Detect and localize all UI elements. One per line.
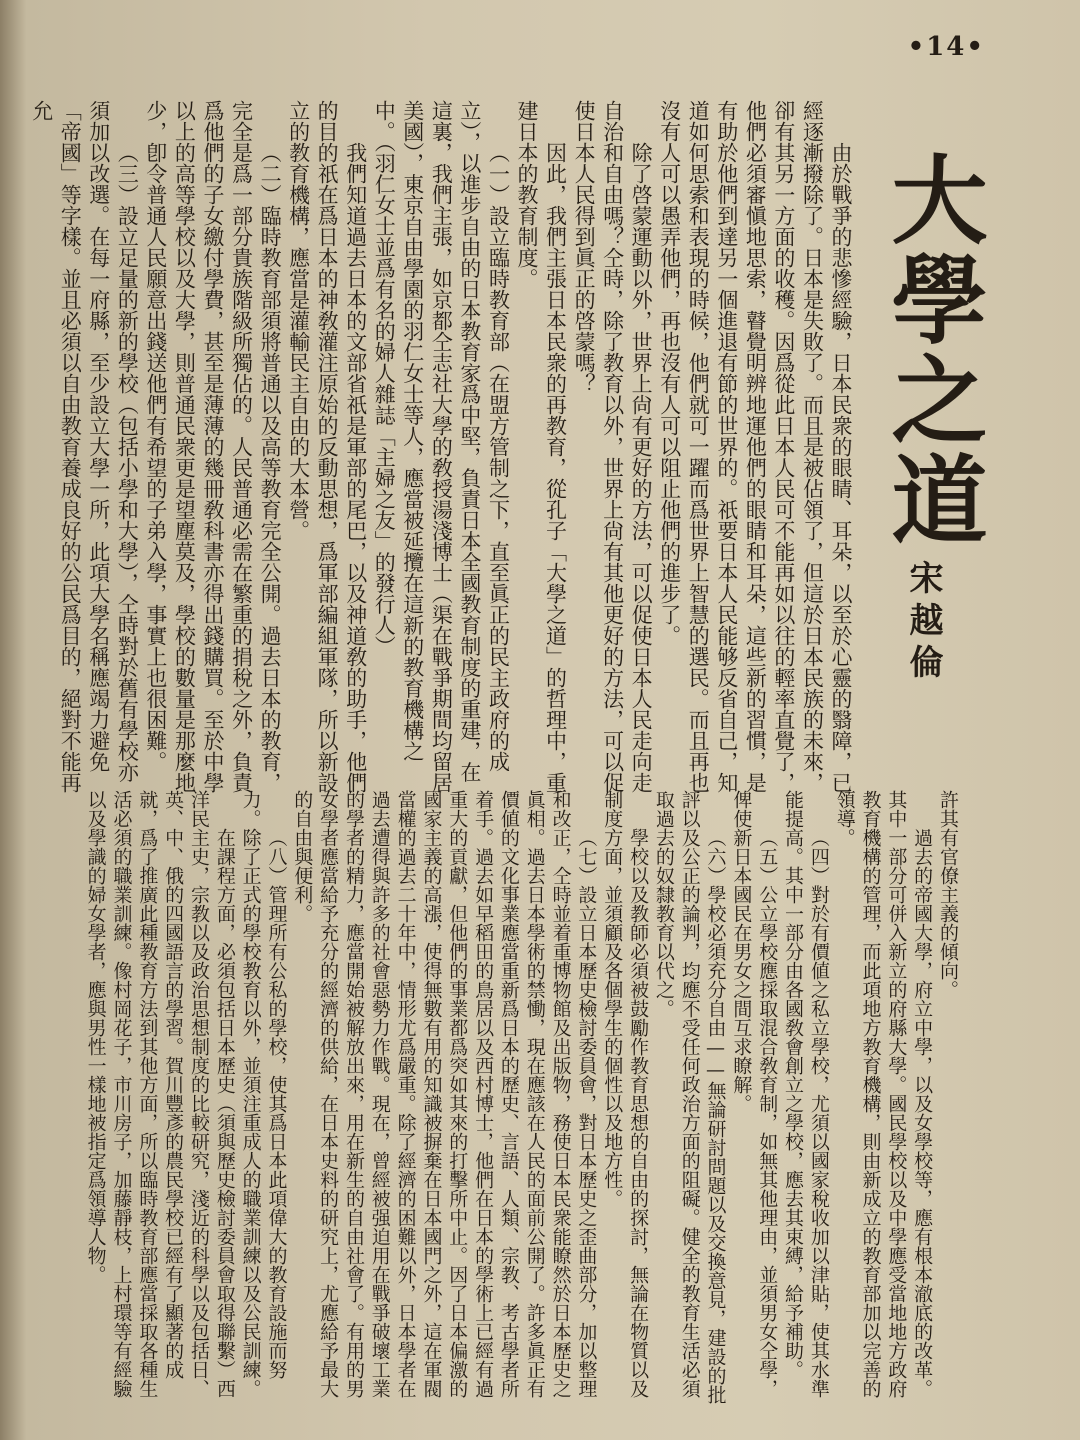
paragraph: （七）設立日本歷史檢討委員會，對日本歷史之歪曲部分，加以整理和改正，仝時並着重博物館及出版物，務使日本民衆能瞭然於日本歷史之眞相。過去日本學術的禁慟，現在應該在人民的面前公開了。許多眞正有價値的文化事業應當重新爲日本的歷史、言語、人類、宗教、考古學者所着手。過去如早稻田的鳥居以及西村博士，他們在日本的學術上已經有過重大的貢獻，但他們的事業都爲突如其來的打擊所中止。因了日本偏激的國家主義的高漲，使得無數有用的知識被摒棄在日本國門之外，這在軍閥當權的過去二十年中，情形尤爲嚴重。除了經濟的困難以外，日本學者在過去遭得與許多的社會惡勢力作戰。現在，曾經被强迫用在戰爭破壞工業的學者的精力，應當開始被解放出來，用在新生的自由社會了。有用的男女學者應當給予充分的經濟的供給，在日本史料的研究上，尤應給予最大的自由與便利。 (291, 790, 598, 1398)
paragraph: 除了啓蒙運動以外，世界上尙有更好的方法，可以促使日本人民走向走自治和自由嗎？仝時，除了教育以外，世界上尙有其他更好的方法，可以促使日本人民得到眞正的啓蒙嗎？ (572, 100, 654, 793)
paragraph: （二）臨時教育部須將普通以及高等教育完全公開。過去日本的教育，完全是爲一部分貴族階級所獨佔的。人民普通必需在繁重的捐稅之外，負責爲他們的子女繳付學費，甚至是薄薄的幾冊敎科書亦得出錢購買。至於中學以上的高等學校以及大學，則普通民衆更是望塵莫及，學校的數量是那麼地少，卽令普通人民願意出錢送他們有希望的子弟入學，事實上也很困難。 (143, 100, 283, 793)
paragraph: （三）設立足量的新的學校（包括小學和大學），仝時對於舊有學校亦須加以改選。在每一府縣，至少設立大學一所，此項大學名稱應竭力避免「帝國」等字樣。並且必須以自由教育養成良好的公民爲目的，絕對不能再允 (29, 100, 140, 793)
paragraph: （四）對於有價値之私立學校，尤須以國家稅收加以津貼，使其水準能提高。其中一部分由各國敎會創立之學校，應去其束縛，給予補助。 (782, 790, 830, 1398)
article-title: 大學之道 (876, 150, 989, 550)
paragraph: （五）公立學校應採取混合敎育制，如無其他理由，並須男女仝學，俾使新日本國民在男女之間互求瞭解。 (730, 790, 779, 1398)
paragraph: 因此，我們主張日本民衆的再教育，從孔子「大學之道」的哲理中，重建日本的教育制度。 (514, 100, 568, 793)
paragraph: 過去的帝國大學，府立中學，以及女學校等，應有根本澈底的改革。其中一部分可併入新立的府縣大學。國民學校以及中學應受當地地方政府教育機構的管理，而此項地方教育機構，則由新成立的教育部加以完善的領導。 (833, 790, 934, 1398)
page-number: •14• (907, 32, 985, 62)
article-body-upper (25, 100, 855, 800)
article-author: 宋越倫 (903, 560, 943, 686)
paragraph: 許其有官僚主義的傾向。 (937, 790, 959, 999)
paragraph: 在課程方面，必須包括日本歷史（須與歷史檢討委員會取得聯繫）西洋民主史，宗教以及政治思想制度的比較研究，淺近的科學以及包括日、英、中、俄的四國語言的學習。賀川豐彥的農民學校已經有了顯著的成就，爲了推廣此種教育方法到其他方面，所以臨時教育部應當採取各種生活必須的職業訓練。像村岡花子，市川房子，加藤靜枝，上村環等有經驗以及學識的婦女學者，應與男性一樣地被指定爲領導人物。 (84, 790, 236, 1398)
paragraph: （一）設立臨時教育部（在盟方管制之下，直至眞正的民主政府的成立），以進步自由的日本教育家爲中堅，負責日本全國教育制度的重建，在這裏，我們主張，如京都仝志社大學的敎授湯淺博士（渠在戰爭期間均留居美國），東京自由學園的羽仁女士等人，應當被延攬在這新的教育機構之中。（羽仁女士並爲有名的婦人雜誌「主婦之友」的發行人） (372, 100, 511, 793)
article-body-lower (80, 790, 960, 1410)
paragraph: （六）學校必須充分自由——無論研討問題以及交換意見，建設的批評以及公正的論判，均應不受任何政治方面的阻礙。健全的教育生活必須取過去的奴隸教育以代之。 (652, 790, 727, 1404)
paragraph: （八）管理所有公私的學校，使其爲日本此項偉大的教育設施而努力。除了正式的學校教育以外，並須注重成人的職業訓練以及公民訓練。 (239, 790, 288, 1398)
page-spine-shadow (0, 0, 26, 1440)
paragraph: 由於戰爭的悲慘經驗，日本民衆的眼睛、耳朵，以至於心靈的翳障，已經逐漸撥除了。日本是失敗了。而且是被佔領了，但這於日本民族的未來，卻有其另一方面的收穫。因爲從此日本人民可不能再如以往的輕率直覺了，他們必須審愼地思索，瞽覺明辨地運他們的眼睛和耳朵，這些新的習慣，是有助於他們到達另一個進退有節的世界的。祇要日本人民能够反省自己，知道如何思索和表現的時候，他們就可一躍而爲世界上智慧的選民。而且再也沒有人可以愚弄他們，再也沒有人可以阻止他們的進步了。 (657, 100, 853, 793)
paragraph: 學校以及教師必須被鼓勵作教育思想的自由的探討，無論在物質以及制度方面，並須顧及各個學生的個性以及地方性。 (601, 790, 650, 1398)
paragraph: 我們知道過去日本的文部省祇是軍部的尾巴，以及神道敎的助手，他們的目的祇在爲日本的神敎灌注原始的反動思想，爲軍部編組軍隊，所以新設立的教育機構，應當是灌輸民主自由的大本營。 (286, 100, 368, 793)
